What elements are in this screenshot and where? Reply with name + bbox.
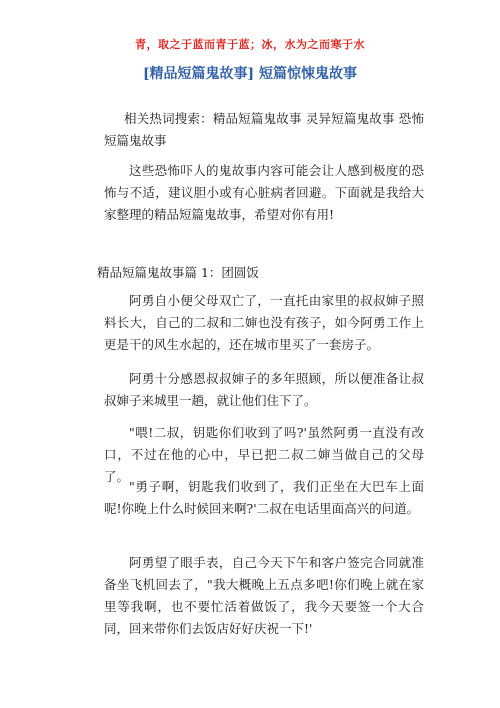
keywords-line: 相关热词搜索：精品短篇鬼故事 灵异短篇鬼故事 恐怖短篇鬼故事 (104, 111, 424, 148)
intro-paragraph: 这些恐怖吓人的鬼故事内容可能会让人感到极度的恐怖与不适，建议胆小或有心脏病者回避。下面就是我给大家整理的精品短篇鬼故事，希望对你有用! (104, 163, 424, 222)
section-title: 精品短篇鬼故事篇 1：团圆饭 (97, 265, 259, 280)
story-paragraph: "喂!二叔，钥匙你们收到了吗?'虽然阿勇一直没有改口，不过在他的心中，早已把二叔二婶当做自己的父母了。 (104, 425, 424, 484)
article-title: [精品短篇鬼故事] 短篇惊悚鬼故事 (142, 66, 358, 82)
header-motto: 青，取之于蓝而青于蓝；冰，水为之而寒于水 (135, 38, 365, 51)
story-paragraph: 阿勇十分感恩叔叔婶子的多年照顾，所以便准备让叔叔婶子来城里一趟，就让他们住下了。 (104, 371, 424, 408)
story-paragraph: 阿勇望了眼手表，自己今天下午和客户签完合同就准备坐飞机回去了，"我大概晚上五点多吧!你们晚上就在家里等我啊，也不要忙活着做饭了，我今天要签一个大合同，回来带你们去饭店好好庆祝一下!' (104, 555, 424, 636)
story-paragraph: 阿勇自小便父母双亡了，一直托由家里的叔叔婶子照料长大，自己的二叔和二婶也没有孩子，如今阿勇工作上更是干的风生水起的，还在城市里买了一套房子。 (104, 293, 424, 352)
story-paragraph: "勇子啊，钥匙我们收到了，我们正坐在大巴车上面呢!你晚上什么时候回来啊?'二叔在电话里面高兴的问道。 (104, 479, 424, 516)
